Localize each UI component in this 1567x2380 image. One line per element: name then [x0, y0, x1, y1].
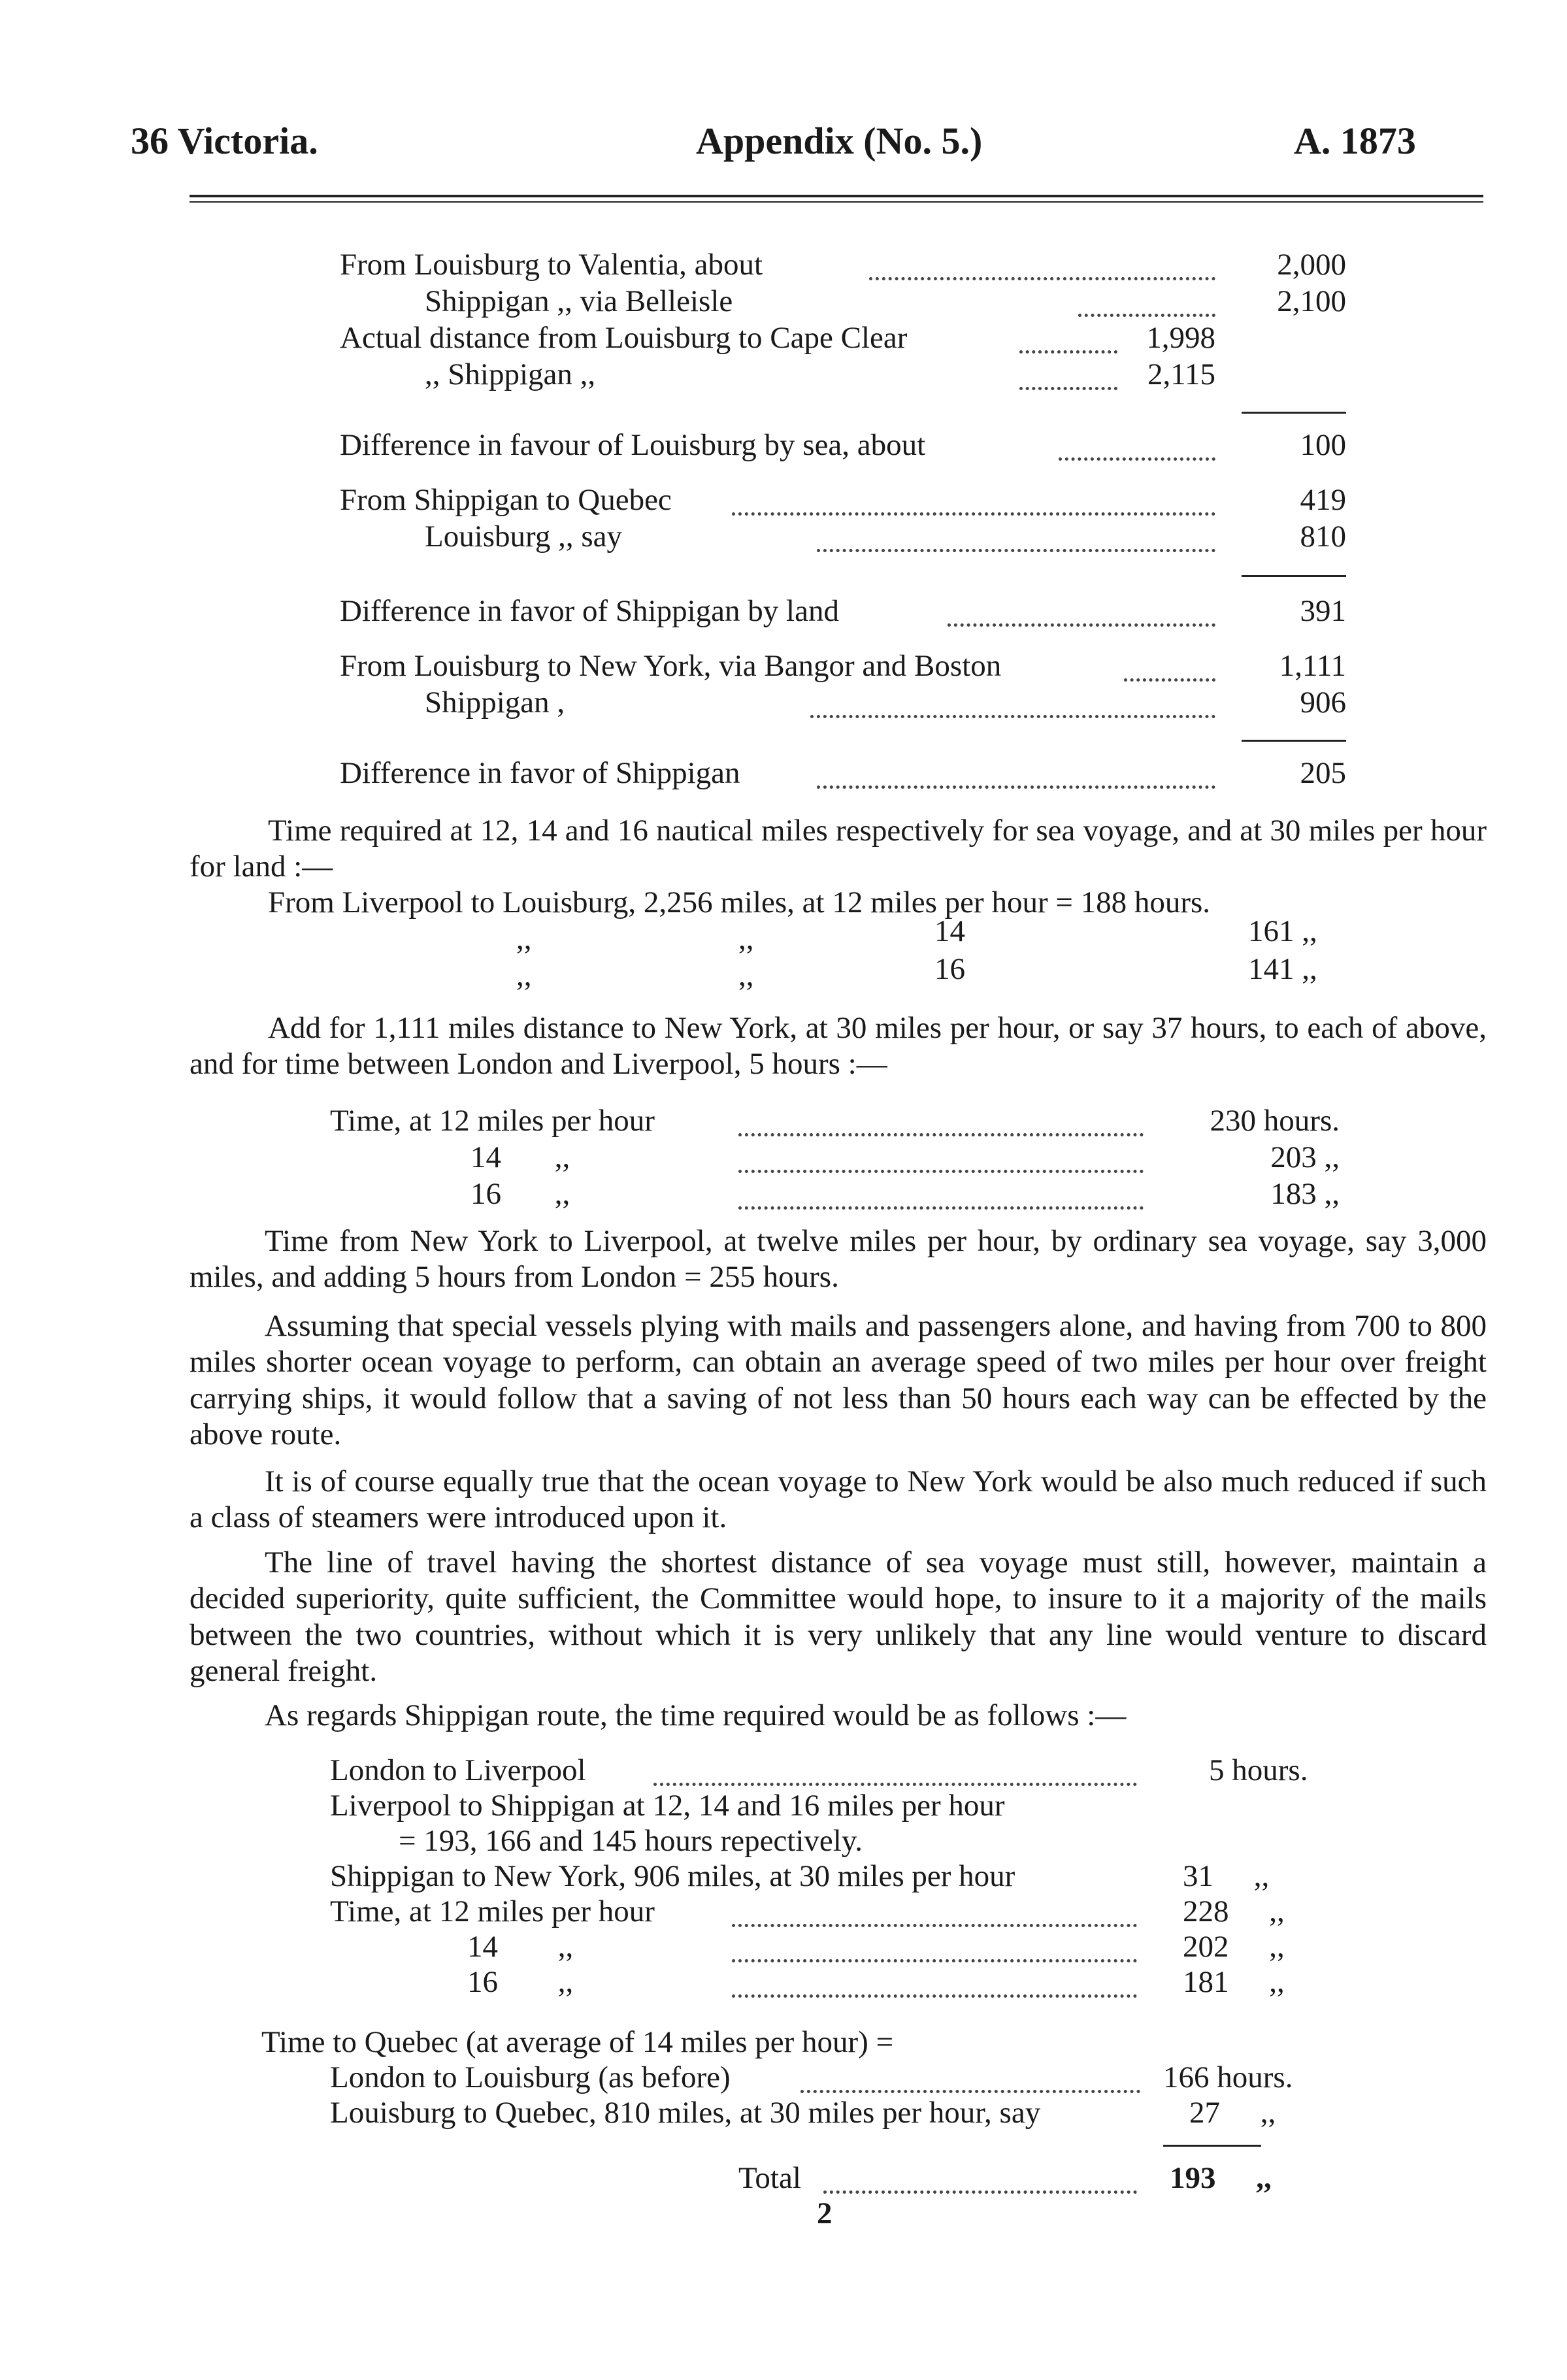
time-label: 16 ,,	[470, 1177, 570, 1211]
quebec-label: London to Louisburg (as before)	[330, 2060, 731, 2094]
leader-dots	[738, 1170, 1144, 1173]
leader-dots	[817, 785, 1215, 789]
leader-dots	[800, 2090, 1140, 2093]
quebec-label: Louisburg to Quebec, 810 miles, at 30 miles per hour, say	[330, 2096, 1041, 2130]
leader-dots	[738, 1133, 1144, 1136]
leader-dots	[738, 1206, 1144, 1210]
add-paragraph: Add for 1,111 miles distance to New York, at 30 miles per hour, or say 37 hours, to each of above, and for time between London and Liverpool, 5 hours :—	[190, 1011, 1487, 1082]
route-label: London to Liverpool	[330, 1753, 586, 1787]
leader-dots	[653, 1783, 1137, 1786]
distance-value: 419	[1300, 483, 1346, 517]
distance-value: 100	[1300, 428, 1346, 462]
leader-dots	[732, 1924, 1137, 1927]
hours-value: 141 ,,	[1248, 952, 1317, 986]
distance-label: Difference in favor of Shippigan by land	[340, 594, 839, 628]
sum-line	[1163, 2145, 1261, 2147]
route-value: 228 ,,	[1183, 1894, 1285, 1928]
route-value: 31 ,,	[1183, 1859, 1270, 1893]
time-value: 230 hours.	[1210, 1104, 1340, 1138]
time-label: Time, at 12 miles per hour	[330, 1104, 655, 1138]
time-value: 203 ,,	[1270, 1140, 1340, 1174]
paragraph-ocean-voyage: It is of course equally true that the ocean voyage to New York would be also much reduced if such a class of steamers were introduced upon it.	[190, 1464, 1487, 1535]
distance-value: 2,115	[1147, 357, 1215, 391]
route-value: 202 ,,	[1183, 1930, 1285, 1964]
speed-value: 16	[934, 952, 965, 986]
route-label: Shippigan to New York, 906 miles, at 30 miles per hour	[330, 1859, 1015, 1893]
leader-dots	[869, 277, 1215, 280]
route-label: Liverpool to Shippigan at 12, 14 and 16 miles per hour	[330, 1789, 1005, 1823]
distance-value: 810	[1300, 520, 1346, 554]
leader-dots	[1019, 350, 1117, 354]
leader-dots	[732, 1994, 1137, 1998]
distance-value: 205	[1300, 756, 1346, 790]
ditto-mark: ,,	[738, 922, 754, 956]
paragraph-new-york: Time from New York to Liverpool, at twelve miles per hour, by ordinary sea voyage, say 3,000 miles, and adding 5 hours from London = 255 hours.	[190, 1224, 1487, 1295]
quebec-intro: Time to Quebec (at average of 14 miles per hour) =	[261, 2025, 894, 2059]
leader-dots	[732, 512, 1215, 516]
route-value: 181 ,,	[1183, 1965, 1285, 1999]
ditto-mark: ,,	[516, 922, 532, 956]
leader-dots	[1019, 387, 1117, 390]
distance-label: Shippigan ,	[425, 686, 565, 719]
total-label: Total	[738, 2161, 801, 2195]
distance-label: From Louisburg to Valentia, about	[340, 248, 763, 282]
leader-dots	[1059, 457, 1215, 461]
distance-label: From Shippigan to Quebec	[340, 483, 672, 517]
distance-value: 2,100	[1277, 284, 1346, 318]
distance-label: Difference in favor of Shippigan	[340, 756, 740, 790]
distance-label: From Louisburg to New York, via Bangor and Boston	[340, 649, 1002, 683]
leader-dots	[810, 715, 1215, 718]
distance-value: 391	[1300, 594, 1346, 628]
route-label: Time, at 12 miles per hour	[330, 1894, 655, 1928]
leader-dots	[817, 549, 1215, 552]
leader-dots	[732, 1959, 1137, 1962]
distance-value: 1,111	[1279, 649, 1346, 683]
distance-label: ,, Shippigan ,,	[425, 357, 596, 391]
paragraph-shippigan-route: As regards Shippigan route, the time required would be as follows :—	[265, 1698, 1127, 1732]
sum-line	[1242, 575, 1346, 577]
distance-label: Actual distance from Louisburg to Cape Clear	[340, 321, 908, 355]
distance-label: Difference in favour of Louisburg by sea, about	[340, 428, 926, 462]
route-label: = 193, 166 and 145 hours repectively.	[399, 1824, 863, 1858]
running-head-center: Appendix (No. 5.)	[696, 120, 983, 162]
running-head-left: 36 Victoria.	[131, 120, 318, 162]
time-label: 14 ,,	[470, 1140, 570, 1174]
total-value: 193 ,,	[1170, 2161, 1272, 2195]
route-label: 16 ,,	[467, 1965, 574, 1999]
time-value: 183 ,,	[1270, 1177, 1340, 1211]
leader-dots	[823, 2190, 1137, 2194]
liverpool-line: From Liverpool to Louisburg, 2,256 miles, at 12 miles per hour = 188 hours.	[268, 885, 1211, 919]
route-label: 14 ,,	[467, 1930, 574, 1964]
distance-value: 1,998	[1146, 321, 1215, 355]
distance-label: Louisburg ,, say	[425, 520, 623, 554]
paragraph-special-vessels: Assuming that special vessels plying with mails and passengers alone, and having from 700 to 800 miles shorter ocean voyage to perform, can obtain an average speed of two miles per hour over freight carrying ships, it would follow that a saving of not less than 50 hours each way can be effected by the above route.	[190, 1309, 1487, 1452]
distance-value: 2,000	[1277, 248, 1346, 282]
distance-value: 906	[1300, 686, 1346, 719]
speed-value: 14	[934, 914, 965, 948]
paragraph-line-of-travel: The line of travel having the shortest distance of sea voyage must still, however, maintain a decided superiority, quite sufficient, the Committee would hope, to insure to it a majority of the mails between the two countries, without which it is very unlikely that any line would venture to discard general freight.	[190, 1545, 1487, 1689]
header-rule-thin	[190, 201, 1483, 203]
leader-dots	[1124, 678, 1215, 682]
ditto-mark: ,,	[738, 959, 754, 993]
header-rule	[190, 195, 1483, 197]
page-signature-mark: 2	[817, 2196, 833, 2230]
sum-line	[1242, 412, 1346, 414]
quebec-value: 166 hours.	[1163, 2060, 1293, 2094]
running-head-right: A. 1873	[1294, 120, 1416, 162]
sum-line	[1242, 740, 1346, 742]
route-value: 5 hours.	[1209, 1753, 1308, 1787]
time-intro: Time required at 12, 14 and 16 nautical miles respectively for sea voyage, and at 30 miles per hour for land :—	[190, 814, 1487, 884]
quebec-value: 27 ,,	[1189, 2096, 1276, 2130]
leader-dots	[1078, 314, 1215, 317]
hours-value: 161 ,,	[1248, 914, 1317, 948]
leader-dots	[948, 623, 1215, 627]
ditto-mark: ,,	[516, 959, 532, 993]
distance-label: Shippigan ,, via Belleisle	[425, 284, 733, 318]
